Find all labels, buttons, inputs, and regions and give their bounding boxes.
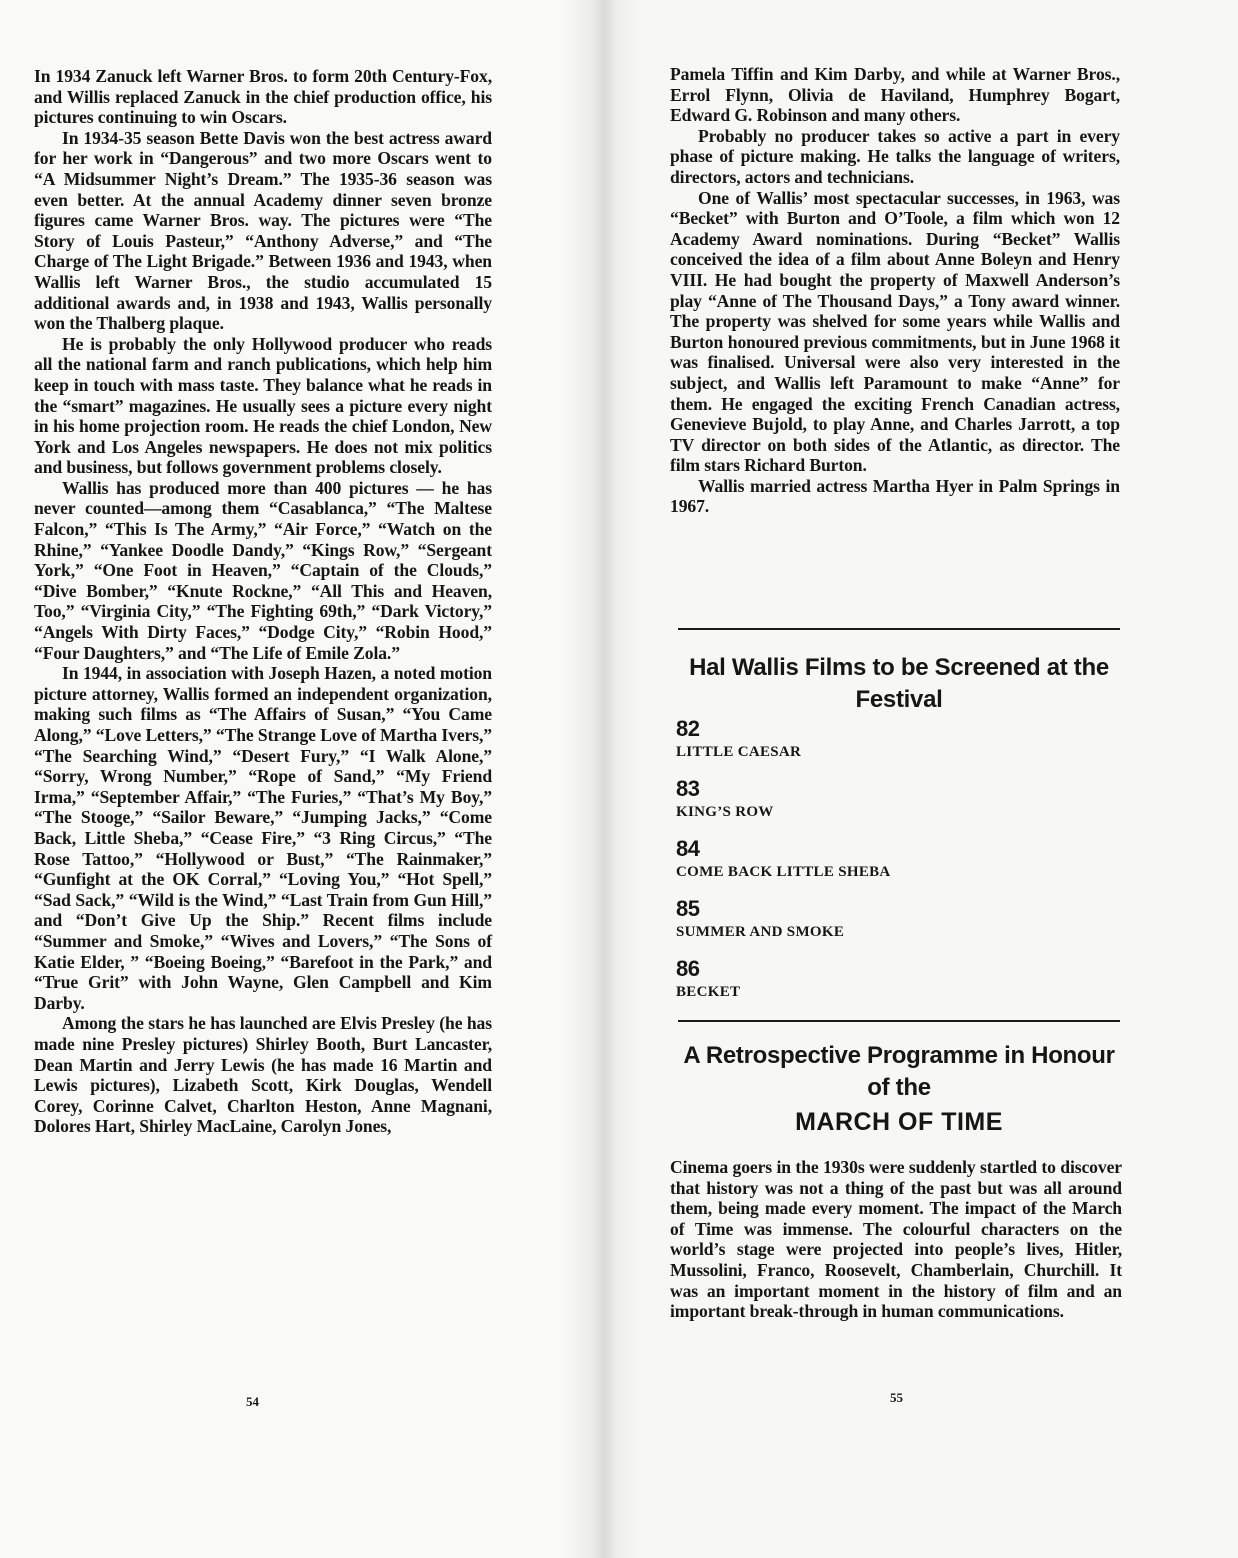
paragraph: Pamela Tiffin and Kim Darby, and while at Warner Bros., Errol Flynn, Olivia de Haviland, Humphrey Bogart, Edward G. Robinson and many others. (670, 64, 1120, 126)
film-title: SUMMER AND SMOKE (676, 924, 845, 940)
paragraph: Wallis has produced more than 400 pictures — he has never counted—among them “Casablanca,” “The Maltese Falcon,” “This Is The Army,” “Air Force,” “Watch on the Rhine,” “Yankee Doodle Dandy,” “Kings Row,” “Sergeant York,” “One Foot in Heaven,” “Captain of the Clouds,” “Dive Bomber,” “Knute Rockne,” “All This and Heaven, Too,” “Virginia City,” “The Fighting 69th,” “Dark Victory,” “Angels With Dirty Faces,” “Dodge City,” “Robin Hood,” “Four Daughters,” and “The Life of Emile Zola.” (34, 477, 492, 663)
film-title: COME BACK LITTLE SHEBA (676, 864, 891, 880)
film-number: 82 (676, 716, 700, 741)
film-title: LITTLE CAESAR (676, 744, 802, 760)
retrospective-column (670, 1157, 1122, 1322)
retrospective-title: MARCH OF TIME (795, 1108, 1003, 1136)
film-title: KING’S ROW (676, 804, 774, 820)
film-title: BECKET (676, 984, 741, 1000)
film-number: 84 (676, 836, 700, 861)
paragraph: In 1934 Zanuck left Warner Bros. to form 20th Century-Fox, and Willis replaced Zanuck in the chief production office, his pictures continuing to win Oscars. (34, 66, 492, 128)
paragraph: Cinema goers in the 1930s were suddenly startled to discover that history was not a thing of the past but was all around them, being made every moment. The impact of the March of Time was immense. The colourful characters on the world’s stage were projected into people’s lives, Hitler, Mussolini, Franco, Roosevelt, Chamberlain, Churchill. It was an important moment in the history of film and an important break-through in human communications. (670, 1157, 1122, 1322)
film-entry (676, 955, 1116, 1015)
paragraph: In 1934-35 season Bette Davis won the best actress award for her work in “Dangerous” and two more Oscars went to “A Midsummer Night’s Dream.” The 1935-36 season was even better. At the annual Academy dinner seven bronze figures came Warner Bros. way. The pictures were “The Story of Louis Pasteur,” “Anthony Adverse,” and “The Charge of The Light Brigade.” Between 1936 and 1943, when Wallis left Warner Bros., the studio accumulated 15 additional awards and, in 1938 and 1943, Wallis personally won the Thalberg plaque. (34, 127, 492, 334)
paragraph: Wallis married actress Martha Hyer in Palm Springs in 1967. (670, 475, 1120, 517)
retrospective-heading: A Retrospective Programme in Honour of the (683, 1042, 1115, 1101)
left-article-column (34, 66, 492, 1137)
right-page (600, 0, 1238, 1558)
section-divider (678, 628, 1120, 630)
page-number: 54 (246, 1394, 259, 1409)
page-number: 55 (890, 1390, 903, 1405)
film-entry (676, 895, 1116, 955)
section-divider (678, 1020, 1120, 1022)
book-gutter-shadow (560, 0, 640, 1558)
festival-films-heading: Hal Wallis Films to be Screened at the Festival (689, 654, 1109, 713)
left-page (0, 0, 600, 1558)
film-number: 85 (676, 896, 700, 921)
film-entry (676, 775, 1116, 835)
paragraph: One of Wallis’ most spectacular successes, in 1963, was “Becket” with Burton and O’Toole, a film which won 12 Academy Award nominations. During “Becket” Wallis conceived the idea of a film about Anne Boleyn and Henry VIII. He had bought the property of Maxwell Anderson’s play “Anne of The Thousand Days,” a Tony award winner. The property was shelved for some years while Wallis and Burton honoured previous commitments, but in June 1968 it was finalised. Universal were also very interested in the subject, and Wallis left Paramount to make “Anne” for them. He engaged the exciting French Canadian actress, Genevieve Bujold, to play Anne, and Charles Jarrott, a top TV director on both sides of the Atlantic, as director. The film stars Richard Burton. (670, 187, 1120, 476)
paragraph: In 1944, in association with Joseph Hazen, a noted motion picture attorney, Wallis formed an independent organization, making such films as “The Affairs of Susan,” “You Came Along,” “Love Letters,” “The Strange Love of Martha Ivers,” “The Searching Wind,” “Desert Fury,” “I Walk Alone,” “Sorry, Wrong Number,” “Rope of Sand,” “My Friend Irma,” “September Affair,” “The Furies,” “That’s My Boy,” “The Stooge,” “Sailor Beware,” “Jumping Jacks,” “Come Back, Little Sheba,” “Cease Fire,” “3 Ring Circus,” “The Rose Tattoo,” “Hollywood or Bust,” “The Rainmaker,” “Gunfight at the OK Corral,” “Loving You,” “Hot Spell,” “Sad Sack,” “Wild is the Wind,” “Last Train from Gun Hill,” and “Don’t Give Up the Ship.” Recent films include “Summer and Smoke,” “Wives and Lovers,” “The Sons of Katie Elder, ” “Boeing Boeing,” “Barefoot in the Park,” and “True Grit” with John Wayne, Glen Campbell and Kim Darby. (34, 663, 492, 1013)
film-number: 86 (676, 956, 700, 981)
paragraph: Among the stars he has launched are Elvis Presley (he has made nine Presley pictures) Shirley Booth, Burt Lancaster, Dean Martin and Jerry Lewis (he has made 16 Martin and Lewis pictures), Lizabeth Scott, Kirk Douglas, Wendell Corey, Corinne Calvet, Charlton Heston, Anne Magnani, Dolores Hart, Shirley MacLaine, Carolyn Jones, (34, 1013, 492, 1137)
paragraph: Probably no producer takes so active a part in every phase of picture making. He talks the language of writers, directors, actors and technicians. (670, 125, 1120, 187)
right-article-column (670, 64, 1120, 517)
film-number: 83 (676, 776, 700, 801)
film-entry (676, 715, 1116, 775)
film-entry (676, 835, 1116, 895)
festival-film-list (676, 715, 1116, 1015)
paragraph: He is probably the only Hollywood producer who reads all the national farm and ranch publications, which help him keep in touch with mass taste. They balance what he reads in the “smart” magazines. He usually sees a picture every night in his home projection room. He reads the chief London, New York and Los Angeles newspapers. He does not mix politics and business, but follows government problems closely. (34, 333, 492, 478)
